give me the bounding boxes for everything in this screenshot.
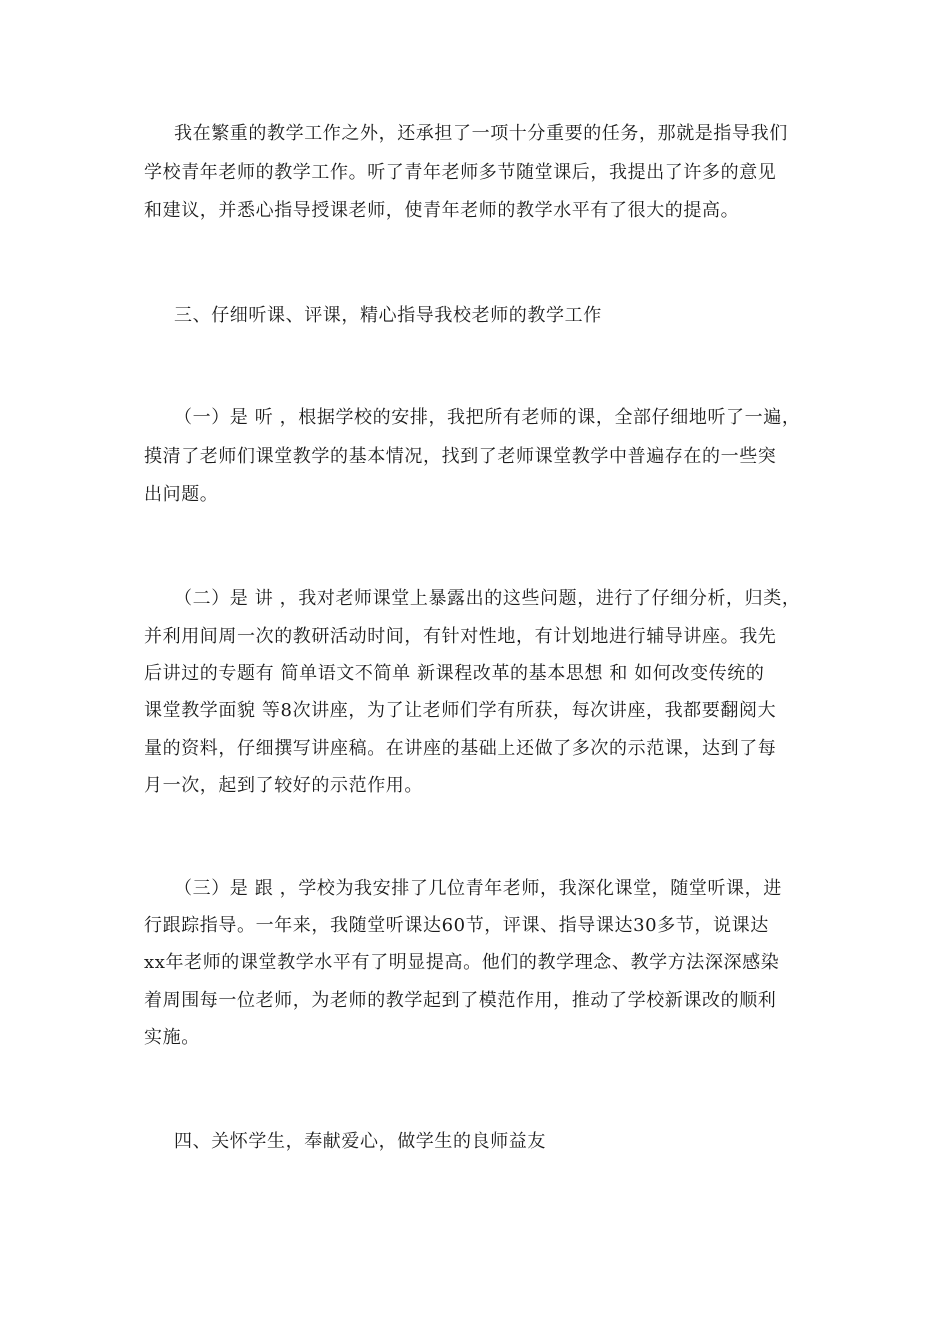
paragraph-line: 后讲过的专题有 简单语文不简单 新课程改革的基本思想 和 如何改变传统的 bbox=[144, 663, 765, 684]
paragraph-line: （一）是 听 ，根据学校的安排，我把所有老师的课，全部仔细地听了一遍， bbox=[174, 407, 801, 428]
paragraph-line: 摸清了老师们课堂教学的基本情况，找到了老师课堂教学中普遍存在的一些突 bbox=[144, 446, 777, 467]
paragraph-line: 我在繁重的教学工作之外，还承担了一项十分重要的任务，那就是指导我们 bbox=[174, 123, 788, 144]
paragraph-line: （三）是 跟 ，学校为我安排了几位青年老师，我深化课堂，随堂听课，进 bbox=[174, 878, 782, 899]
paragraph-line: （二）是 讲 ，我对老师课堂上暴露出的这些问题，进行了仔细分析，归类， bbox=[174, 588, 801, 609]
section-heading: 四、关怀学生，奉献爱心，做学生的良师益友 bbox=[174, 1131, 546, 1152]
paragraph-line: 出问题。 bbox=[144, 484, 219, 505]
section-heading: 三、仔细听课、评课，精心指导我校老师的教学工作 bbox=[174, 305, 602, 326]
paragraph-line: 着周围每一位老师，为老师的教学起到了模范作用，推动了学校新课改的顺利 bbox=[144, 990, 777, 1011]
paragraph-line: 行跟踪指导。一年来，我随堂听课达60节，评课、指导课达30多节，说课达 bbox=[144, 915, 769, 936]
paragraph-line: 量的资料，仔细撰写讲座稿。在讲座的基础上还做了多次的示范课，达到了每 bbox=[144, 738, 777, 759]
paragraph-line: 课堂教学面貌 等8次讲座，为了让老师们学有所获，每次讲座，我都要翻阅大 bbox=[144, 700, 777, 721]
paragraph-line: 月一次，起到了较好的示范作用。 bbox=[144, 775, 423, 796]
paragraph-line: xx年老师的课堂教学水平有了明显提高。他们的教学理念、教学方法深深感染 bbox=[144, 952, 780, 973]
paragraph-line: 学校青年老师的教学工作。听了青年老师多节随堂课后，我提出了许多的意见 bbox=[144, 162, 777, 183]
paragraph-line: 实施。 bbox=[144, 1027, 200, 1048]
paragraph-line: 并利用间周一次的教研活动时间，有针对性地，有计划地进行辅导讲座。我先 bbox=[144, 626, 777, 647]
paragraph-line: 和建议，并悉心指导授课老师，使青年老师的教学水平有了很大的提高。 bbox=[144, 200, 740, 221]
